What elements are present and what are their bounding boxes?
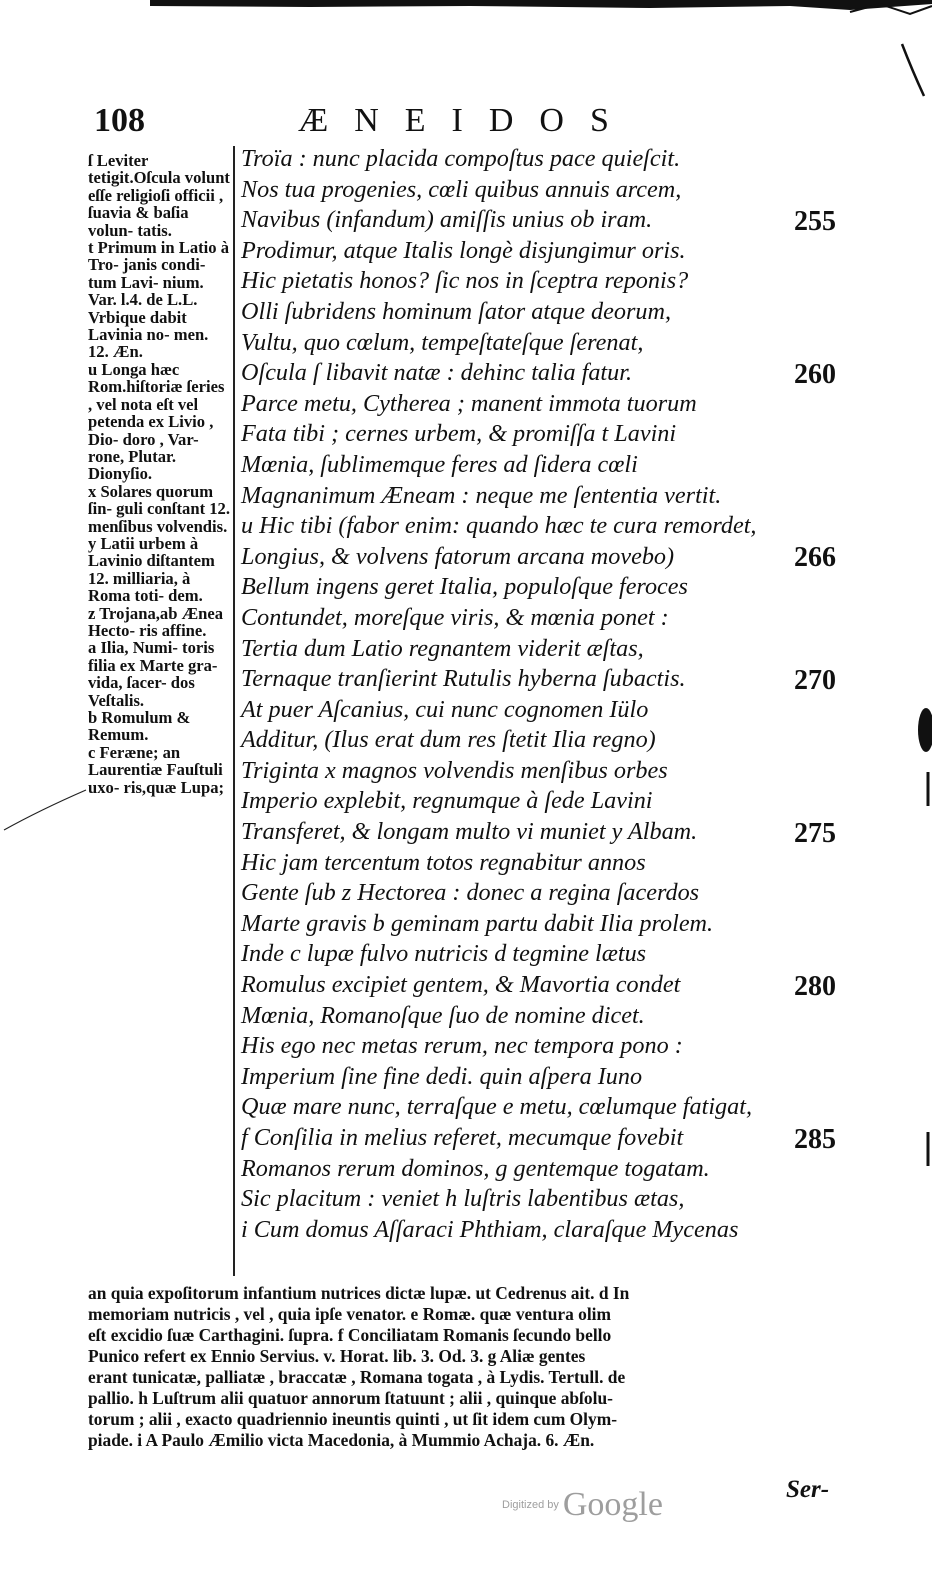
sidenote-column: [88, 152, 230, 796]
line-number-255: 255: [794, 206, 836, 237]
footnote-line: pallio. h Luſtrum alii quatuor annorum ſtatuunt ; alii , quinque abſolu-: [88, 1388, 613, 1408]
verse-line: Sic placitum : veniet h luſtris labentibus ætas,: [241, 1185, 685, 1213]
verse-line: Marte gravis b geminam partu dabit Ilia prolem.: [241, 909, 714, 937]
footnote-line: torum ; alii , exacto quadriennio ineuntis quinti , ut ſit idem cum Olym-: [88, 1409, 617, 1429]
verse-column: [241, 144, 861, 1245]
verse-line: Prodimur, atque Italis longè disjungimur oris.: [241, 236, 686, 264]
footnote-line: erant tunicatæ, palliatæ , braccatæ , Romana togata , à Lydis. Tertull. de: [88, 1367, 626, 1387]
margin-blot-mark: [910, 700, 932, 760]
verse-line: Hic jam tercentum totos regnabitur annos: [241, 848, 646, 876]
sidenote-z: z Trojana,ab Ænea Hecto- ris affine.: [88, 603, 224, 640]
line-number-285: 285: [794, 1124, 836, 1155]
running-title: ÆNEIDOS: [298, 102, 635, 139]
margin-tick-mark: [916, 770, 932, 810]
verse-line: Fata tibi ; cernes urbem, & promiſſa t Lavini: [241, 420, 677, 448]
sidenote-x: x Solares quorum ſin- guli conſtant 12. menſibus volvendis.: [88, 481, 230, 536]
verse-line: Romanos rerum dominos, g gentemque togatam.: [241, 1154, 710, 1182]
verse-line: Quæ mare nunc, terraſque e metu, cœlumque fatigat,: [241, 1093, 752, 1121]
verse-line: Transferet, & longam multo vi muniet y Albam.: [241, 818, 698, 846]
verse-line: Additur, (Ilus erat dum res ſtetit Ilia regno): [241, 726, 656, 754]
verse-line: Olli ſubridens hominum ſator atque deorum,: [241, 297, 671, 325]
catchword: Ser-: [786, 1476, 830, 1503]
footnote-line: eſt excidio ſuæ Carthagini. ſupra. f Conciliatam Romanis ſecundo bello: [88, 1325, 612, 1345]
verse-line: Troïa : nunc placida compoſtus pace quieſcit.: [241, 145, 681, 172]
verse-line: i Cum domus Aſſaraci Phthiam, claraſque Mycenas: [241, 1215, 739, 1243]
sidenote-u: u Longa hæc Rom.hiſtoriæ ſeries , vel nota eſt vel petenda ex Livio , Dio- doro , Var- rone, Plutar. Dionyſio.: [88, 359, 225, 484]
sidenote-c: c Feræne; an Laurentiæ Fauſtuli uxo- ris,quæ Lupa;: [88, 742, 225, 797]
watermark-prefix: Digitized by: [502, 1499, 559, 1511]
sidenote-y: y Latii urbem à Lavinio diſtantem 12. milliaria, à Roma toti- dem.: [88, 533, 215, 606]
verse-line: Ternaque tranſierint Rutulis hyberna ſubactis.: [241, 665, 686, 693]
page-number: 108: [94, 102, 145, 139]
verse-line: Parce metu, Cytherea ; manent immota tuorum: [241, 389, 697, 417]
verse-line: Romulus excipiet gentem, & Mavortia condet: [241, 971, 681, 999]
verse-line: Triginta x magnos volvendis menſibus orbes: [241, 756, 668, 784]
footnote-line: piade. i A Paulo Æmilio victa Macedonia, à Mummio Achaja. 6. Æn.: [88, 1430, 595, 1450]
verse-line: Hic pietatis honos? ſic nos in ſceptra reponis?: [241, 267, 689, 295]
sidenote-t: t Primum in Latio à Tro- janis condi- tum Lavi- nium. Var. l.4. de L.L. Vrbique dabit Lavinia no- men. 12. Æn.: [88, 238, 230, 362]
sidenote-b: b Romulum & Remum.: [88, 708, 191, 745]
verse-line: Inde c lupæ fulvo nutricis d tegmine lætus: [241, 940, 647, 968]
verse-line: Contundet, moreſque viris, & mœnia ponet :: [241, 603, 669, 631]
watermark-brand: Google: [562, 1486, 663, 1523]
verse-line: u Hic tibi (fabor enim: quando hæc te cura remordet,: [241, 512, 757, 540]
digitized-watermark: [502, 1486, 663, 1524]
verse-line: At puer Aſcanius, cui nunc cognomen Iülo: [241, 695, 649, 723]
verse-line: Nos tua progenies, cœli quibus annuis arcem,: [241, 175, 682, 203]
verse-line: Longius, & volvens fatorum arcana movebo): [241, 542, 675, 570]
line-number-266: 266: [794, 542, 836, 573]
pen-stroke-mark: [0, 780, 90, 840]
footnote-line: an quia expoſitorum infantium nutrices dictæ lupæ. ut Cedrenus ait. d In: [88, 1283, 630, 1303]
page-header: [88, 98, 848, 142]
verse-line: Tertia dum Latio regnantem viderit æſtas,: [241, 634, 644, 662]
verse-line: Imperium ſine fine dedi. quin aſpera Iuno: [241, 1062, 643, 1090]
verse-line: Magnanimum Æneam : neque me ſententia vertit.: [241, 481, 722, 509]
verse-line: Mœnia, Romanoſque ſuo de nomine dicet.: [241, 1001, 645, 1029]
verse-line: f Conſilia in melius referet, mecumque fovebit: [241, 1124, 684, 1151]
footnote-block: [88, 1283, 848, 1451]
column-divider: [233, 146, 235, 1276]
verse-line: Vultu, quo cœlum, tempeſtateſque ſerenat,: [241, 328, 644, 356]
footnote-line: memoriam nutricis , vel , quia ipſe venator. e Romæ. quæ ventura olim: [88, 1304, 611, 1324]
margin-tick-mark: [916, 1130, 932, 1170]
footnote-line: Punico refert ex Ennio Servius. v. Horat. lib. 3. Od. 3. g Aliæ gentes: [88, 1346, 586, 1366]
verse-line: Imperio explebit, regnumque à ſede Lavini: [241, 787, 653, 815]
verse-line: Mœnia, ſublimemque feres ad ſidera cœli: [241, 450, 638, 478]
verse-line: Oſcula ſ libavit natæ : dehinc talia fatur.: [241, 359, 633, 387]
line-number-260: 260: [794, 359, 836, 390]
line-number-275: 275: [794, 818, 836, 849]
line-number-270: 270: [794, 665, 836, 696]
line-number-280: 280: [794, 971, 836, 1002]
sidenote-a: a Ilia, Numi- toris filia ex Marte gra- vida, ſacer- dos Veſtalis.: [88, 638, 218, 710]
verse-line: Gente ſub z Hectorea : donec a regina ſacerdos: [241, 879, 700, 907]
margin-stroke-mark: [898, 40, 928, 100]
verse-line: Navibus (infandum) amiſſis unius ob iram.: [241, 206, 653, 234]
verse-line: His ego nec metas rerum, nec tempora pono :: [241, 1032, 683, 1060]
top-edge-scan-artifact: [150, 0, 932, 18]
sidenote-s: ſ Leviter tetigit.Oſcula volunt eſſe religioſi officii , ſuavia & baſia volun- tatis.: [88, 151, 230, 240]
verse-line: Bellum ingens geret Italia, populoſque feroces: [241, 573, 688, 601]
